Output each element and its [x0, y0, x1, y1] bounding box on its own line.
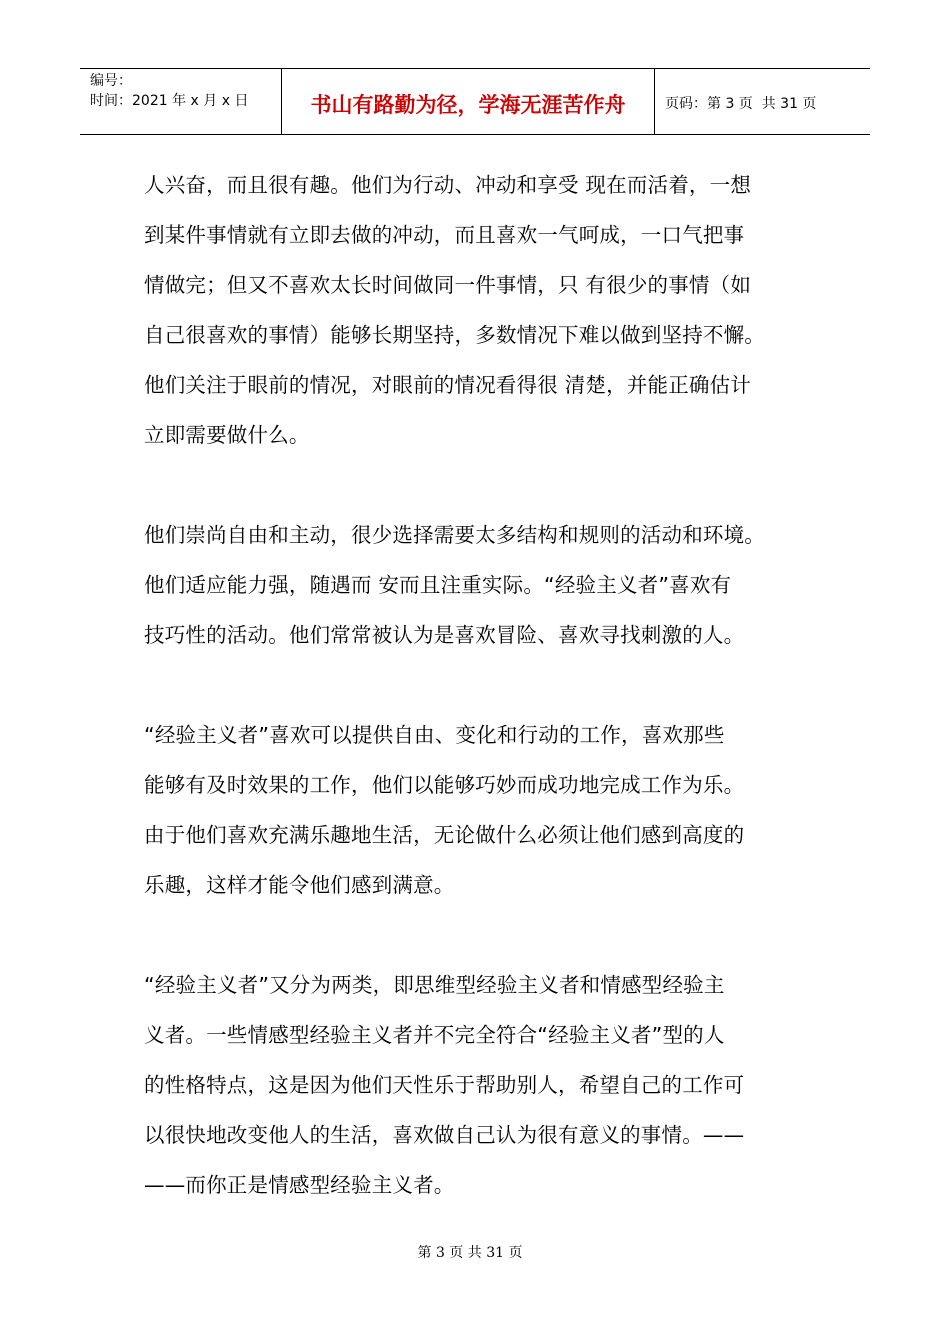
- text-line: 立即需要做什么。: [144, 423, 310, 447]
- paragraph: [144, 960, 809, 1210]
- header-motto: 书山有路勤为径，学海无涯苦作舟: [282, 69, 655, 134]
- text-line: 他们适应能力强，随遇而 安而且注重实际。“经验主义者”喜欢有: [144, 573, 732, 597]
- document-date-label: 时间：2021 年 x 月 x 日: [90, 93, 249, 109]
- paragraph: [144, 710, 809, 910]
- paragraph: [144, 510, 809, 660]
- text-line: 到某件事情就有立即去做的冲动，而且喜欢一气呵成，一口气把事: [144, 223, 745, 247]
- text-line: 义者。一些情感型经验主义者并不完全符合“经验主义者”型的人: [144, 1023, 725, 1047]
- text-line: 情做完；但又不喜欢太长时间做同一件事情，只 有很少的事情（如: [144, 273, 752, 297]
- text-line: 能够有及时效果的工作，他们以能够巧妙而成功地完成工作为乐。: [144, 773, 745, 797]
- document-number-label: 编号：: [90, 73, 132, 89]
- paragraph: [144, 160, 809, 460]
- text-line: 人兴奋，而且很有趣。他们为行动、冲动和享受 现在而活着，一想: [144, 173, 752, 197]
- header-page-info: 页码：第 3 页 共 31 页: [665, 95, 817, 112]
- text-line: 他们关注于眼前的情况，对眼前的情况看得很 清楚，并能正确估计: [144, 373, 752, 397]
- header-meta: [80, 69, 282, 134]
- text-line: 技巧性的活动。他们常常被认为是喜欢冒险、喜欢寻找刺激的人。: [144, 623, 745, 647]
- text-line: 由于他们喜欢充满乐趣地生活，无论做什么必须让他们感到高度的: [144, 823, 745, 847]
- document-body: [144, 160, 809, 1210]
- text-line: 他们崇尚自由和主动，很少选择需要太多结构和规则的活动和环境。: [144, 523, 765, 547]
- text-line: 以很快地改变他人的生活，喜欢做自己认为很有意义的事情。——: [144, 1123, 745, 1147]
- text-line: “经验主义者”又分为两类，即思维型经验主义者和情感型经验主: [144, 973, 725, 997]
- page-footer: 第 3 页 共 31 页: [417, 1245, 523, 1261]
- page-header: [80, 68, 870, 135]
- text-line: 自己很喜欢的事情）能够长期坚持，多数情况下难以做到坚持不懈。: [144, 323, 765, 347]
- text-line: 乐趣，这样才能令他们感到满意。: [144, 873, 455, 897]
- text-line: 的性格特点，这是因为他们天性乐于帮助别人，希望自己的工作可: [144, 1073, 745, 1097]
- text-line: ——而你正是情感型经验主义者。: [144, 1173, 455, 1197]
- text-line: “经验主义者”喜欢可以提供自由、变化和行动的工作，喜欢那些: [144, 723, 725, 747]
